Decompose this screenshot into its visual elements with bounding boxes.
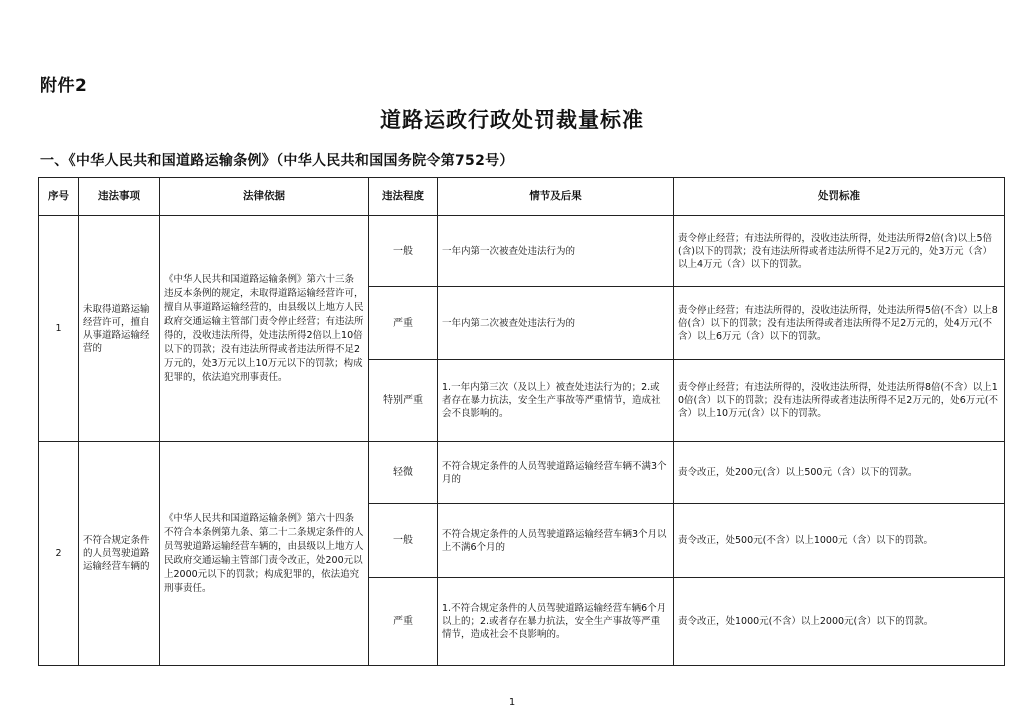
header-degree: 违法程度 (369, 178, 438, 216)
legal-basis: 《中华人民共和国道路运输条例》第六十三条 违反本条例的规定，未取得道路运输经营许可，擅自从事道路运输经营的，由县级以上地方人民政府交通运输主管部门责令停止经营；有违法所得的，没收违法所得，处违法所得2倍以上10倍以下的罚款；没有违法所得或者违法所得不足2万元的，处3万元以上10万元以下的罚款；构成犯罪的，依法追究刑事责任。 (160, 216, 369, 442)
header-penalty: 处罚标准 (674, 178, 1005, 216)
section-heading: 一、《中华人民共和国道路运输条例》（中华人民共和国国务院令第752号） (40, 153, 514, 169)
table-row (39, 216, 1005, 287)
violation-degree: 一般 (369, 216, 438, 287)
row-number: 1 (39, 216, 79, 442)
table-row (39, 442, 1005, 504)
violation-item: 未取得道路运输经营许可，擅自从事道路运输经营的 (79, 216, 160, 442)
violation-degree: 严重 (369, 287, 438, 360)
legal-basis: 《中华人民共和国道路运输条例》第六十四条 不符合本条例第九条、第二十二条规定条件的人员驾驶道路运输经营车辆的，由县级以上地方人民政府交通运输主管部门责令改正，处200元以上2000元以下的罚款；构成犯罪的，依法追究刑事责任。 (160, 442, 369, 666)
circumstances: 一年内第一次被查处违法行为的 (438, 216, 674, 287)
circumstances: 不符合规定条件的人员驾驶道路运输经营车辆不满3个月的 (438, 442, 674, 504)
table-header-row (39, 178, 1005, 216)
header-circumstances: 情节及后果 (438, 178, 674, 216)
page-number: 1 (508, 697, 516, 708)
header-violation: 违法事项 (79, 178, 160, 216)
violation-item: 不符合规定条件的人员驾驶道路运输经营车辆的 (79, 442, 160, 666)
violation-degree: 一般 (369, 504, 438, 578)
violation-degree: 特别严重 (369, 360, 438, 442)
attachment-label: 附件2 (40, 76, 88, 96)
penalty-standard: 责令停止经营；有违法所得的，没收违法所得，处违法所得2倍(含)以上5倍(含)以下的罚款；没有违法所得或者违法所得不足2万元的，处3万元（含）以上4万元（含）以下的罚款。 (674, 216, 1005, 287)
penalty-standard: 责令改正，处500元(不含）以上1000元（含）以下的罚款。 (674, 504, 1005, 578)
violation-degree: 严重 (369, 578, 438, 666)
circumstances: 不符合规定条件的人员驾驶道路运输经营车辆3个月以上不满6个月的 (438, 504, 674, 578)
circumstances: 1.一年内第三次（及以上）被查处违法行为的；2.或者存在暴力抗法，安全生产事故等严重情节，造成社会不良影响的。 (438, 360, 674, 442)
violation-degree: 轻微 (369, 442, 438, 504)
penalty-standard: 责令停止经营；有违法所得的，没收违法所得，处违法所得5倍(不含）以上8倍(含）以下的罚款；没有违法所得或者违法所得不足2万元的，处4万元(不含）以上6万元（含）以下的罚款。 (674, 287, 1005, 360)
penalty-standard: 责令改正，处1000元(不含）以上2000元(含）以下的罚款。 (674, 578, 1005, 666)
circumstances: 1.不符合规定条件的人员驾驶道路运输经营车辆6个月以上的；2.或者存在暴力抗法，安全生产事故等严重情节，造成社会不良影响的。 (438, 578, 674, 666)
penalty-standard: 责令停止经营；有违法所得的，没收违法所得，处违法所得8倍(不含）以上10倍(含）以下的罚款；没有违法所得或者违法所得不足2万元的，处6万元(不含）以上10万元(含）以下的罚款。 (674, 360, 1005, 442)
penalty-standard: 责令改正，处200元(含）以上500元（含）以下的罚款。 (674, 442, 1005, 504)
penalty-standards-table (38, 177, 1005, 666)
document-title: 道路运政行政处罚裁量标准 (380, 108, 644, 132)
header-legal-basis: 法律依据 (160, 178, 369, 216)
circumstances: 一年内第二次被查处违法行为的 (438, 287, 674, 360)
header-no: 序号 (39, 178, 79, 216)
row-number: 2 (39, 442, 79, 666)
